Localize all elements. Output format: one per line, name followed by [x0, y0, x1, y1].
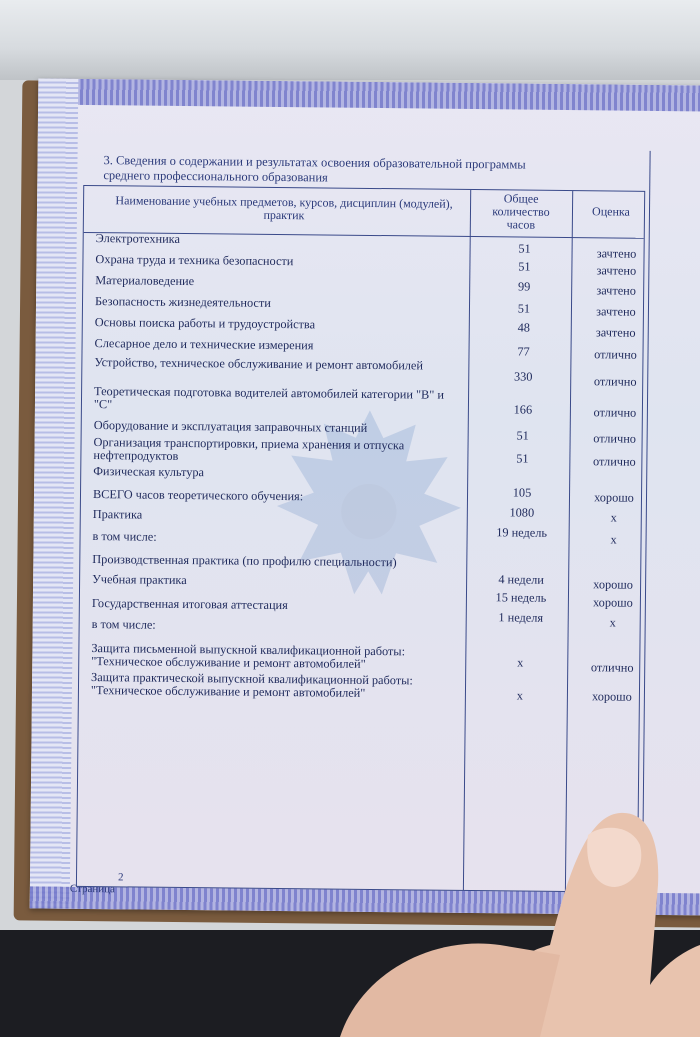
row-grade: зачтено: [596, 304, 636, 319]
row-name: Физическая культура: [93, 464, 205, 480]
row-name: Охрана труда и техника безопасности: [95, 252, 294, 269]
row-name: Учебная практика: [92, 572, 187, 588]
row-grade: х: [609, 615, 616, 630]
column-divider: [565, 191, 573, 891]
row-name: Оборудование и эксплуатация заправочных станций: [93, 418, 368, 435]
row-name: Материаловедение: [95, 273, 195, 289]
row-hours: 330: [513, 369, 533, 384]
row-hours: 51: [517, 301, 531, 316]
row-grade: зачтено: [595, 325, 636, 340]
page-label: Страница: [69, 882, 116, 896]
row-name: ВСЕГО часов теоретического обучения:: [92, 487, 304, 504]
row-hours: 51: [516, 451, 529, 466]
row-name: Теоретическая подготовка водителей автомобилей категории "В" и "С": [93, 384, 445, 412]
row-name: Защита практической выпускной квалификационной работы: "Техническое обслуживание и ремонт автомобилей": [90, 670, 413, 700]
row-grade: отлично: [593, 374, 637, 389]
row-name: Слесарное дело и технические измерения: [94, 336, 314, 353]
ornament-band-left: [30, 78, 79, 908]
row-name: Защита письменной выпускной квалификационной работы: "Техническое обслуживание и ремонт автомобилей": [91, 641, 406, 671]
row-name: Государственная итоговая аттестация: [91, 596, 288, 613]
row-hours: 166: [513, 402, 533, 417]
row-name: Производственная практика (по профилю специальности): [92, 552, 397, 570]
row-grade: отлично: [592, 454, 636, 469]
row-hours: 51: [518, 259, 531, 274]
column-header-grade: Оценка: [592, 204, 630, 219]
row-name: Основы поиска работы и трудоустройства: [94, 315, 316, 332]
row-grade: хорошо: [592, 595, 633, 610]
row-grade: отлично: [594, 347, 637, 362]
page-footer: [70, 871, 124, 896]
row-name: Устройство, техническое обслуживание и ремонт автомобилей: [94, 355, 424, 373]
holding-hand: [340, 805, 700, 1037]
row-grade: х: [610, 532, 617, 547]
section-heading: 3. Сведения о содержании и результатах освоения образовательной программы среднего профессионального образования: [103, 153, 526, 185]
row-name: Практика: [92, 507, 143, 522]
diploma-page: [30, 78, 700, 915]
row-name: в том числе:: [91, 617, 156, 632]
row-name: Организация транспортировки, приема хранения и отпуска нефтепродуктов: [93, 435, 405, 463]
row-name: Безопасность жизнедеятельности: [94, 294, 271, 310]
row-grade: отлично: [590, 660, 634, 675]
row-hours: 51: [516, 428, 529, 443]
row-hours: 77: [517, 344, 530, 359]
row-name: в том числе:: [92, 529, 157, 544]
row-grade: отлично: [593, 405, 637, 420]
row-hours: х: [517, 655, 524, 670]
row-grade: отлично: [593, 431, 637, 446]
row-hours: 1080: [509, 505, 535, 520]
row-hours: 4 недели: [498, 572, 544, 587]
row-hours: х: [516, 688, 524, 703]
row-hours: 51: [518, 241, 531, 256]
column-divider: [463, 190, 471, 890]
column-header-hours: Общее количество часов: [492, 191, 550, 232]
row-hours: 48: [517, 320, 530, 335]
adjacent-page-edge: [642, 151, 700, 912]
row-grade: хорошо: [593, 577, 634, 592]
row-grade: зачтено: [596, 246, 637, 261]
results-table: [76, 185, 645, 893]
row-hours: 99: [517, 279, 531, 294]
row-grade: хорошо: [591, 689, 632, 704]
row-hours: 105: [512, 485, 532, 500]
row-grade: хорошо: [594, 490, 634, 505]
row-hours: 19 недель: [496, 525, 548, 540]
row-name: Электротехника: [95, 231, 181, 246]
row-grade: зачтено: [596, 283, 637, 298]
row-grade: х: [610, 510, 617, 525]
row-hours: 1 неделя: [498, 610, 544, 625]
row-grade: зачтено: [596, 263, 637, 278]
ornament-band-top: [38, 78, 700, 111]
row-hours: 15 недель: [495, 590, 547, 605]
column-header-name: Наименование учебных предметов, курсов, дисциплин (модулей), практик: [115, 193, 453, 223]
page-number: 2: [117, 871, 124, 884]
window-sill: [0, 0, 700, 80]
